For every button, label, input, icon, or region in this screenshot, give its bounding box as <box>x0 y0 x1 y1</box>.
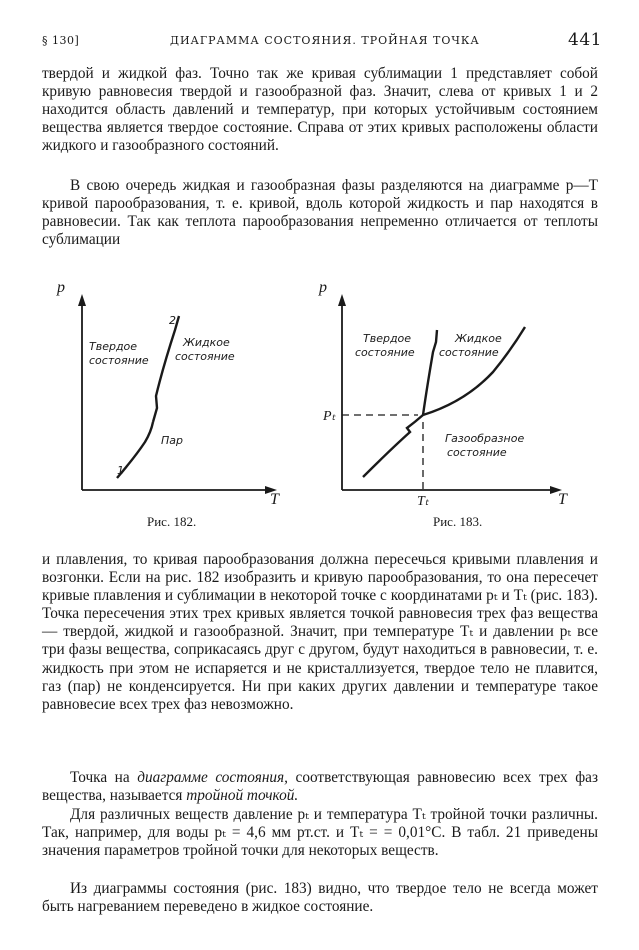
paragraph-4-part-b: соответствующая равновесию всех трех фаз вещества, называется <box>42 769 599 805</box>
curve-2-label: 2 <box>169 314 176 327</box>
pt-label: Pₜ <box>323 409 336 424</box>
figure-183-diagram <box>315 272 585 512</box>
paragraph-4 <box>42 769 598 805</box>
liquid-region-label-1: Жидкое <box>183 336 230 349</box>
melting-curve <box>153 316 179 422</box>
paragraph-3-text: и плавления, то кривая парообразования должна пересечься кривыми плавления и возгонки. Если на рис. 182 изобразить и кривую парообразования, то она пересечет кривые плавления и сублимации в некоторой точке с координатами pₜ и Tₜ (рис. 183). Точка пересечения этих трех кривых является точкой равновесия трех фаз вещества — твердой, жидкой и газообразной. Значит, при температуре Tₜ и давлении pₜ все три фазы вещества, соприкасаясь друг с другом, будут находиться в равновесии, т. е. жидкость при этом не испаряется и не кристаллизуется, твердое тело не плавится, газ (пар) не конденсируется. Ни при каких других давлении и температуре такое равновесие всех трех фаз невозможно. <box>42 551 598 713</box>
running-header <box>42 30 602 52</box>
liquid-region-label-2: состояние <box>439 346 499 359</box>
paragraph-6 <box>42 880 598 916</box>
tt-label: Tₜ <box>417 494 429 509</box>
melting-curve <box>423 330 437 415</box>
gas-region-label-2: состояние <box>447 446 507 459</box>
sublimation-curve <box>363 415 423 477</box>
paragraph-2 <box>42 177 598 249</box>
p-axis-arrow <box>338 294 346 306</box>
paragraph-5 <box>42 806 598 860</box>
liquid-region-label-2: состояние <box>175 350 235 363</box>
solid-region-label-1: Твердое <box>89 340 138 353</box>
t-axis-label: T <box>558 491 567 508</box>
curve-1-label: 1 <box>117 464 124 477</box>
paragraph-6-text: Из диаграммы состояния (рис. 183) видно, что твердое тело не всегда может быть нагреванием переведено в жидкое состояние. <box>42 880 598 916</box>
figure-182 <box>55 272 295 512</box>
p-axis-label: p <box>319 279 327 296</box>
vapor-region-label: Пар <box>161 434 183 447</box>
figure-182-caption: Рис. 182. <box>147 514 197 529</box>
paragraph-4-part-a: Точка на <box>70 769 138 786</box>
page-number: 441 <box>568 30 602 50</box>
term-triple-point: тройной точкой. <box>186 787 299 805</box>
gas-region-label-1: Газообразное <box>445 432 525 445</box>
liquid-region-label-1: Жидкое <box>455 332 502 345</box>
solid-region-label-1: Твердое <box>363 332 412 345</box>
t-axis-label: T <box>270 491 279 508</box>
term-phase-diagram: диаграмме состояния, <box>137 769 288 786</box>
paragraph-3 <box>42 551 598 714</box>
running-title: ДИАГРАММА СОСТОЯНИЯ. ТРОЙНАЯ ТОЧКА <box>170 34 480 47</box>
solid-region-label-2: состояние <box>355 346 415 359</box>
solid-region-label-2: состояние <box>89 354 149 367</box>
paragraph-1-text: твердой и жидкой фаз. Точно так же кривая сублимации 1 представляет собой кривую равновесия твердой и газообразной фаз. Значит, слева от кривых 1 и 2 находится область давлений и температур, при которых устойчивым состоянием вещества является твердое состояние. Справа от этих кривых расположены области жидкого и газообразного состояний. <box>42 65 598 155</box>
figure-183 <box>315 272 585 512</box>
paragraph-1 <box>42 65 598 155</box>
paragraph-2-text: В свою очередь жидкая и газообразная фазы разделяются на диаграмме p—T кривой парообразования, т. е. кривой, вдоль которой жидкость и пар находятся в равновесии. Так как теплота парообразования непременно отличается от теплоты сублимации <box>42 177 598 249</box>
p-axis-label: p <box>57 279 65 296</box>
figure-183-caption: Рис. 183. <box>433 514 483 529</box>
paragraph-5-text: Для различных веществ давление pₜ и температура Tₜ тройной точки различны. Так, например, для воды pₜ = 4,6 мм рт.ст. и Tₜ = = 0,01°C. В табл. 21 приведены значения параметров тройной точки для некоторых веществ. <box>42 806 598 860</box>
section-number: § 130] <box>42 34 80 47</box>
paragraph-4-text <box>42 769 598 805</box>
figure-182-diagram <box>55 272 295 512</box>
p-axis-arrow <box>78 294 86 306</box>
